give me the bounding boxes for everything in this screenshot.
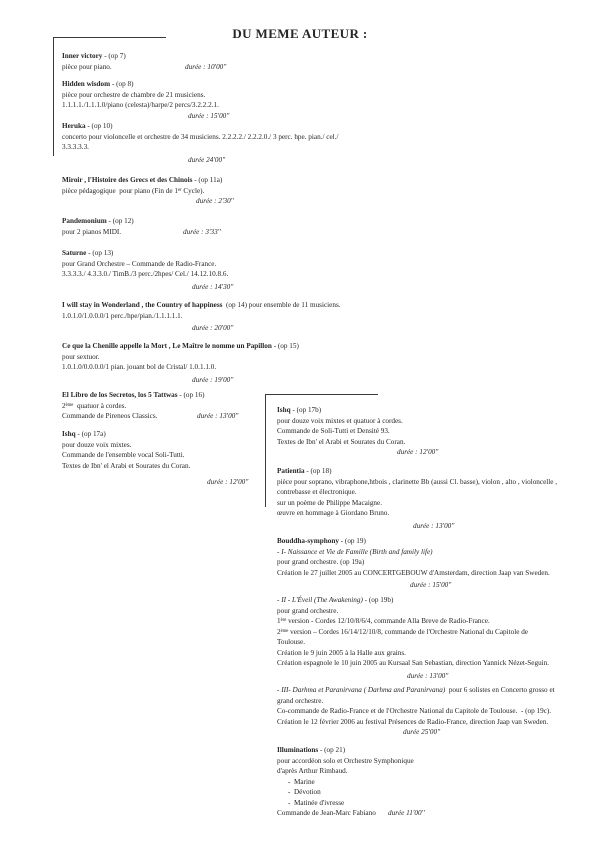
work-entry-ishq-17a	[62, 429, 249, 488]
work-line	[62, 282, 234, 293]
page-title: DU MEME AUTEUR :	[232, 26, 368, 41]
work-line: pour grand orchestre. (op 19a)	[277, 558, 365, 566]
work-line: 3.3.3.3.3.	[62, 143, 89, 151]
work-line: concerto pour violoncelle et orchestre de 34 musiciens. 2.2.2.2./ 2.2.2.0./ 3 perc. hpe. pian./ cel./	[62, 132, 339, 141]
work-line: 3.3.3.3./ 4.3.3.0./ TimB./3 perc./2hpes/ Cel./ 14.12.10.8.6.	[62, 270, 229, 278]
work-line: 1ère version - Cordes 12/10/8/6/4, commande Alla Breve de Radio-France.	[277, 617, 490, 625]
work-line: pour Grand Orchestre – Commande de Radio-France.	[62, 259, 217, 268]
work-title: Heruka - (op 10)	[62, 122, 113, 130]
work-duration: durée : 19'00''	[192, 375, 234, 384]
work-line	[62, 477, 249, 488]
work-line: 1.1.1.1./1.1.1.0/piano (celesta)/harpe/2 percs/3.2.2.2.1.	[62, 101, 219, 109]
work-entry-bouddha-symphony-2	[277, 595, 549, 681]
work-duration: durée : 13'00''	[407, 671, 449, 680]
work-title: Hidden wisdom - (op 8)	[62, 80, 134, 88]
work-line	[277, 727, 555, 738]
work-entry-bouddha-symphony-3	[277, 685, 555, 738]
work-title: Patientia - (op 18)	[277, 467, 332, 475]
work-entry-pandemonium	[62, 216, 221, 237]
work-title: Miroir , l'Histoire des Grecs et des Chinois - (op 11a)	[62, 176, 223, 184]
work-entry-illuminations	[277, 745, 425, 819]
work-line: Commande de l'ensemble vocal Soli-Tutti.	[62, 451, 185, 459]
work-line: 2ème version – Cordes 16/14/12/10/8, commande de l'Orchestre National du Capitole de	[277, 627, 528, 636]
work-line	[62, 323, 341, 334]
work-line: pièce pour soprano, vibraphone,htbois , clarinette Bb (aussi Cl. basse), violon , alto , violoncelle ,	[277, 477, 558, 486]
work-duration: durée 25'00''	[403, 728, 441, 736]
work-title: - III- Darhma et Paranirvana ( Darhma and Paranirvana) pour 6 solistes en Concerto grosso et	[277, 686, 555, 694]
work-title: Ishq - (op 17a)	[62, 430, 106, 438]
work-entry-bouddha-symphony-1	[277, 536, 550, 591]
work-entry-saturne	[62, 248, 234, 292]
work-title: Pandemonium - (op 12)	[62, 217, 134, 225]
work-entry-hidden-wisdom	[62, 79, 230, 121]
work-line: Commande de Soli-Tutti et Densité 93.	[277, 427, 390, 435]
work-line: Création espagnole le 10 juin 2005 au Kursaal San Sebastian, direction Yannick Nézet-Seguin.	[277, 659, 550, 667]
work-line: pour douze voix mixtes et quatuor à cordes.	[277, 416, 403, 425]
work-line: - Marine	[288, 777, 315, 786]
work-line	[277, 447, 439, 458]
work-line: - Matinée d'ivresse	[288, 798, 345, 807]
work-line: 2ème quatuor à cordes.	[62, 401, 127, 410]
work-line: pour grand orchestre.	[277, 606, 339, 615]
work-title: Bouddha-symphony - (op 19)	[277, 537, 366, 545]
work-line: contrebasse et électronique.	[277, 488, 357, 496]
work-line: Textes de Ibn' el Arabi et Sourates du Coran.	[277, 437, 406, 446]
work-title: Saturne - (op 13)	[62, 249, 114, 257]
work-line: Création le 12 février 2006 au festival Présences de Radio-France, direction Jaap van Sweden.	[277, 717, 549, 726]
work-line: pour douze voix mixtes.	[62, 440, 132, 449]
work-title: - II - L'Éveil (The Awakening) - (op 19b)	[277, 596, 394, 604]
work-title: Illuminations - (op 21)	[277, 746, 346, 754]
work-entry-ishq-17b	[277, 405, 439, 458]
work-title: Inner victory - (op 7)	[62, 52, 126, 60]
work-entry-patientia	[277, 466, 557, 531]
work-line: Commande de Pireneos Classics. durée : 13'00''	[62, 412, 239, 420]
work-duration: durée 11'00''	[388, 809, 425, 817]
work-line	[62, 111, 230, 122]
work-line: pièce pour orchestre de chambre de 21 musiciens.	[62, 90, 206, 99]
work-duration: durée : 15'00''	[410, 581, 452, 589]
work-duration: durée : 13'00''	[197, 412, 239, 420]
work-title: Ce que la Chenille appelle la Mort , Le Maître le nomme un Papillon - (op 15)	[62, 342, 299, 350]
work-title: El Libro de los Secretos, los 5 Tattwas - (op 16)	[62, 391, 205, 399]
work-entry-chenille-papillon	[62, 341, 299, 385]
work-entry-wonderland	[62, 300, 341, 334]
work-line: pour sextuor.	[62, 352, 100, 361]
work-duration: durée : 20'00''	[192, 324, 234, 332]
work-duration: durée : 15'00''	[188, 111, 230, 120]
work-line: - I- Naissance et Vie de Famille (Birth and family life)	[277, 547, 433, 556]
work-line: Commande de Jean-Marc Fabiano durée 11'00''	[277, 809, 425, 817]
work-title: Ishq - (op 17b)	[277, 406, 322, 414]
work-line: œuvre en hommage à Giordano Bruno.	[277, 509, 390, 517]
work-duration: durée : 3'33''	[183, 227, 221, 236]
work-line: sur un poème de Philippe Macaigne.	[277, 498, 382, 507]
work-line: - Dévotion	[288, 788, 321, 796]
work-line: Création le 9 juin 2005 à la Halle aux grains.	[277, 648, 406, 657]
work-line: d'après Arthur Rimbaud.	[277, 767, 348, 775]
work-line: pour 2 pianos MIDI. durée : 3'33''	[62, 227, 221, 236]
work-title: I will stay in Wonderland , the Country of happiness (op 14) pour ensemble de 11 musiciens.	[62, 301, 341, 309]
work-line: Création le 27 juillet 2005 au CONCERTGEBOUW d'Amsterdam, direction Jaap van Sweden.	[277, 568, 550, 577]
work-duration: durée : 2'30''	[196, 197, 234, 205]
work-line: pièce pour piano. durée : 10'00''	[62, 62, 227, 71]
work-duration: durée : 12'00''	[207, 478, 249, 486]
work-entry-inner-victory	[62, 51, 227, 72]
work-line: pièce pédagogique pour piano (Fin de 1er Cycle).	[62, 186, 205, 195]
work-line: 1.0.1.0/0.0.0.0/1 pian. jouant bol de Cristal/ 1.0.1.1.0.	[62, 363, 217, 371]
work-line: pour accordéon solo et Orchestre Symphonique	[277, 756, 414, 765]
work-line: Co-commande de Radio-France et de l'Orchestre National du Capitole de Toulouse. - (op 19c).	[277, 707, 552, 715]
work-entry-el-libro	[62, 390, 239, 422]
work-line	[62, 375, 299, 386]
work-line	[277, 671, 549, 682]
work-line	[277, 580, 550, 591]
work-line: grand orchestre.	[277, 696, 324, 705]
work-line: 1.0.1.0/1.0.0.0/1 perc./hpe/pian./1.1.1.1.1.	[62, 311, 183, 320]
work-duration: durée : 13'00''	[413, 521, 455, 530]
work-line: Toulouse.	[277, 638, 306, 646]
work-duration: durée 24'00''	[188, 155, 226, 164]
work-duration: durée : 14'30''	[192, 282, 234, 291]
work-line	[277, 521, 557, 532]
work-line: Textes de Ibn' el Arabi et Sourates du Coran.	[62, 461, 191, 470]
work-entry-heruka	[62, 121, 338, 165]
work-line	[62, 196, 234, 207]
work-duration: durée : 12'00''	[397, 448, 439, 456]
work-duration: durée : 10'00''	[185, 62, 227, 71]
work-entry-miroir	[62, 175, 234, 207]
work-line	[62, 155, 338, 166]
